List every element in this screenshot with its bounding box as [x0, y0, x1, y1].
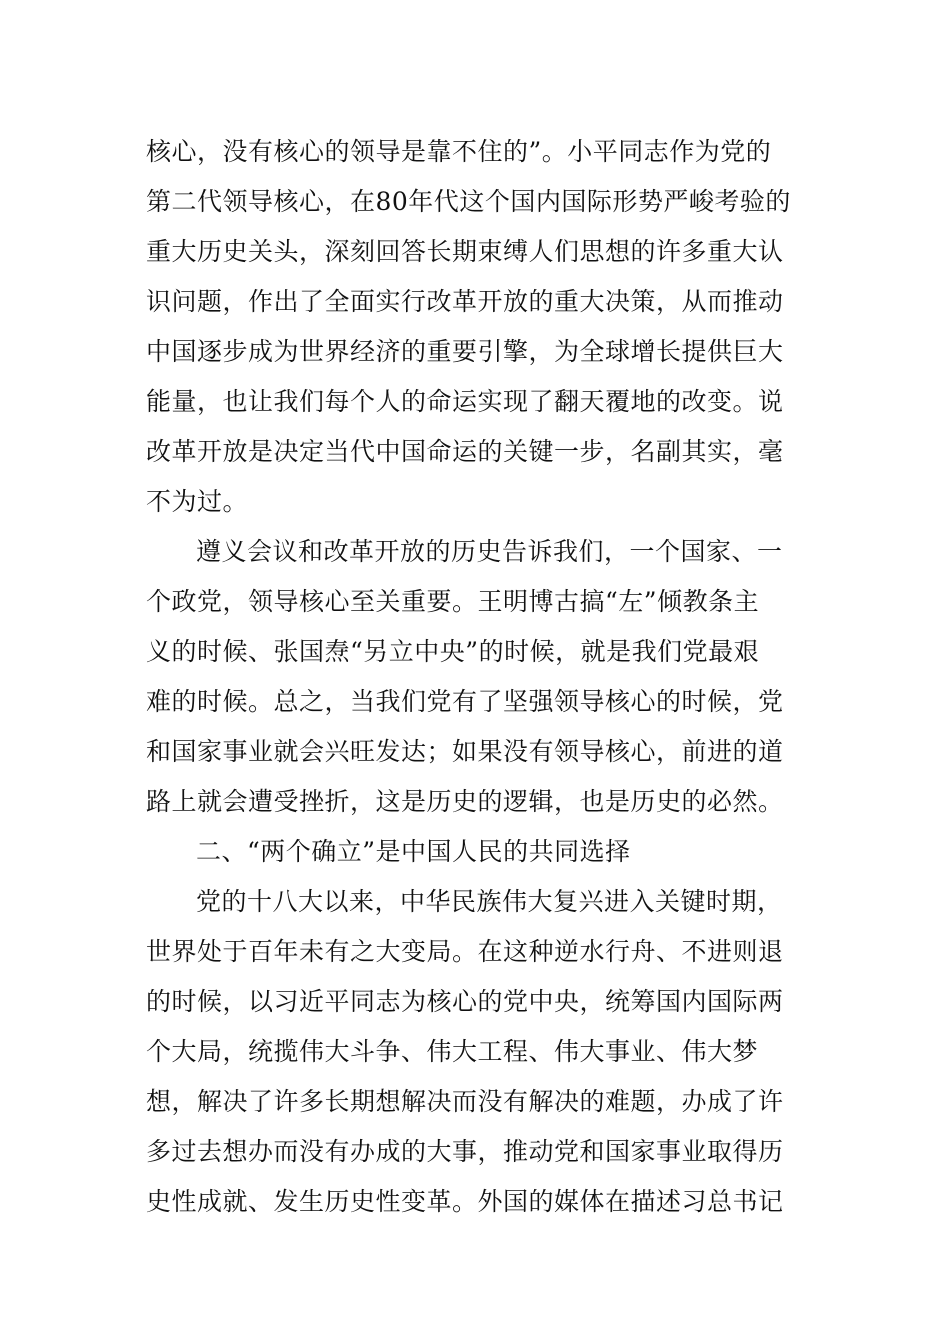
text-line: 难的时候。总之，当我们党有了坚强领导核心的时候，党: [146, 687, 784, 716]
text-line: 识问题，作出了全面实行改革开放的重大决策，从而推动: [146, 287, 784, 316]
text-line: 重大历史关头，深刻回答长期束缚人们思想的许多重大认: [146, 237, 784, 266]
text-line: 想，解决了许多长期想解决而没有解决的难题，办成了许: [146, 1087, 784, 1116]
text-line: 改革开放是决定当代中国命运的关键一步，名副其实，毫: [146, 437, 784, 466]
paragraph-start-line: 遵义会议和改革开放的历史告诉我们，一个国家、一: [196, 537, 783, 566]
text-line: 的时候，以习近平同志为核心的党中央，统筹国内国际两: [146, 987, 784, 1016]
text-line: 第二代领导核心，在80年代这个国内国际形势严峻考验的: [146, 187, 791, 216]
text-line: 个政党，领导核心至关重要。王明博古搞“左”倾教条主: [146, 587, 760, 616]
text-line: 世界处于百年未有之大变局。在这种逆水行舟、不进则退: [146, 937, 784, 966]
text-line: 不为过。: [146, 487, 249, 516]
section-heading: 二、“两个确立”是中国人民的共同选择: [196, 837, 631, 866]
text-line: 和国家事业就会兴旺发达；如果没有领导核心，前进的道: [146, 737, 784, 766]
text-line: 史性成就、发生历史性变革。外国的媒体在描述习总书记: [146, 1187, 784, 1216]
text-line: 义的时候、张国焘“另立中央”的时候，就是我们党最艰: [146, 637, 760, 666]
text-line: 中国逐步成为世界经济的重要引擎，为全球增长提供巨大: [146, 337, 784, 366]
text-line: 个大局，统揽伟大斗争、伟大工程、伟大事业、伟大梦: [146, 1037, 759, 1066]
paragraph-start-line: 党的十八大以来，中华民族伟大复兴进入关键时期，: [196, 887, 783, 916]
text-line: 路上就会遭受挫折，这是历史的逻辑，也是历史的必然。: [146, 787, 784, 816]
text-line: 多过去想办而没有办成的大事，推动党和国家事业取得历: [146, 1137, 784, 1166]
text-line: 核心，没有核心的领导是靠不住的”。小平同志作为党的: [146, 137, 772, 166]
text-line: 能量，也让我们每个人的命运实现了翻天覆地的改变。说: [146, 387, 784, 416]
